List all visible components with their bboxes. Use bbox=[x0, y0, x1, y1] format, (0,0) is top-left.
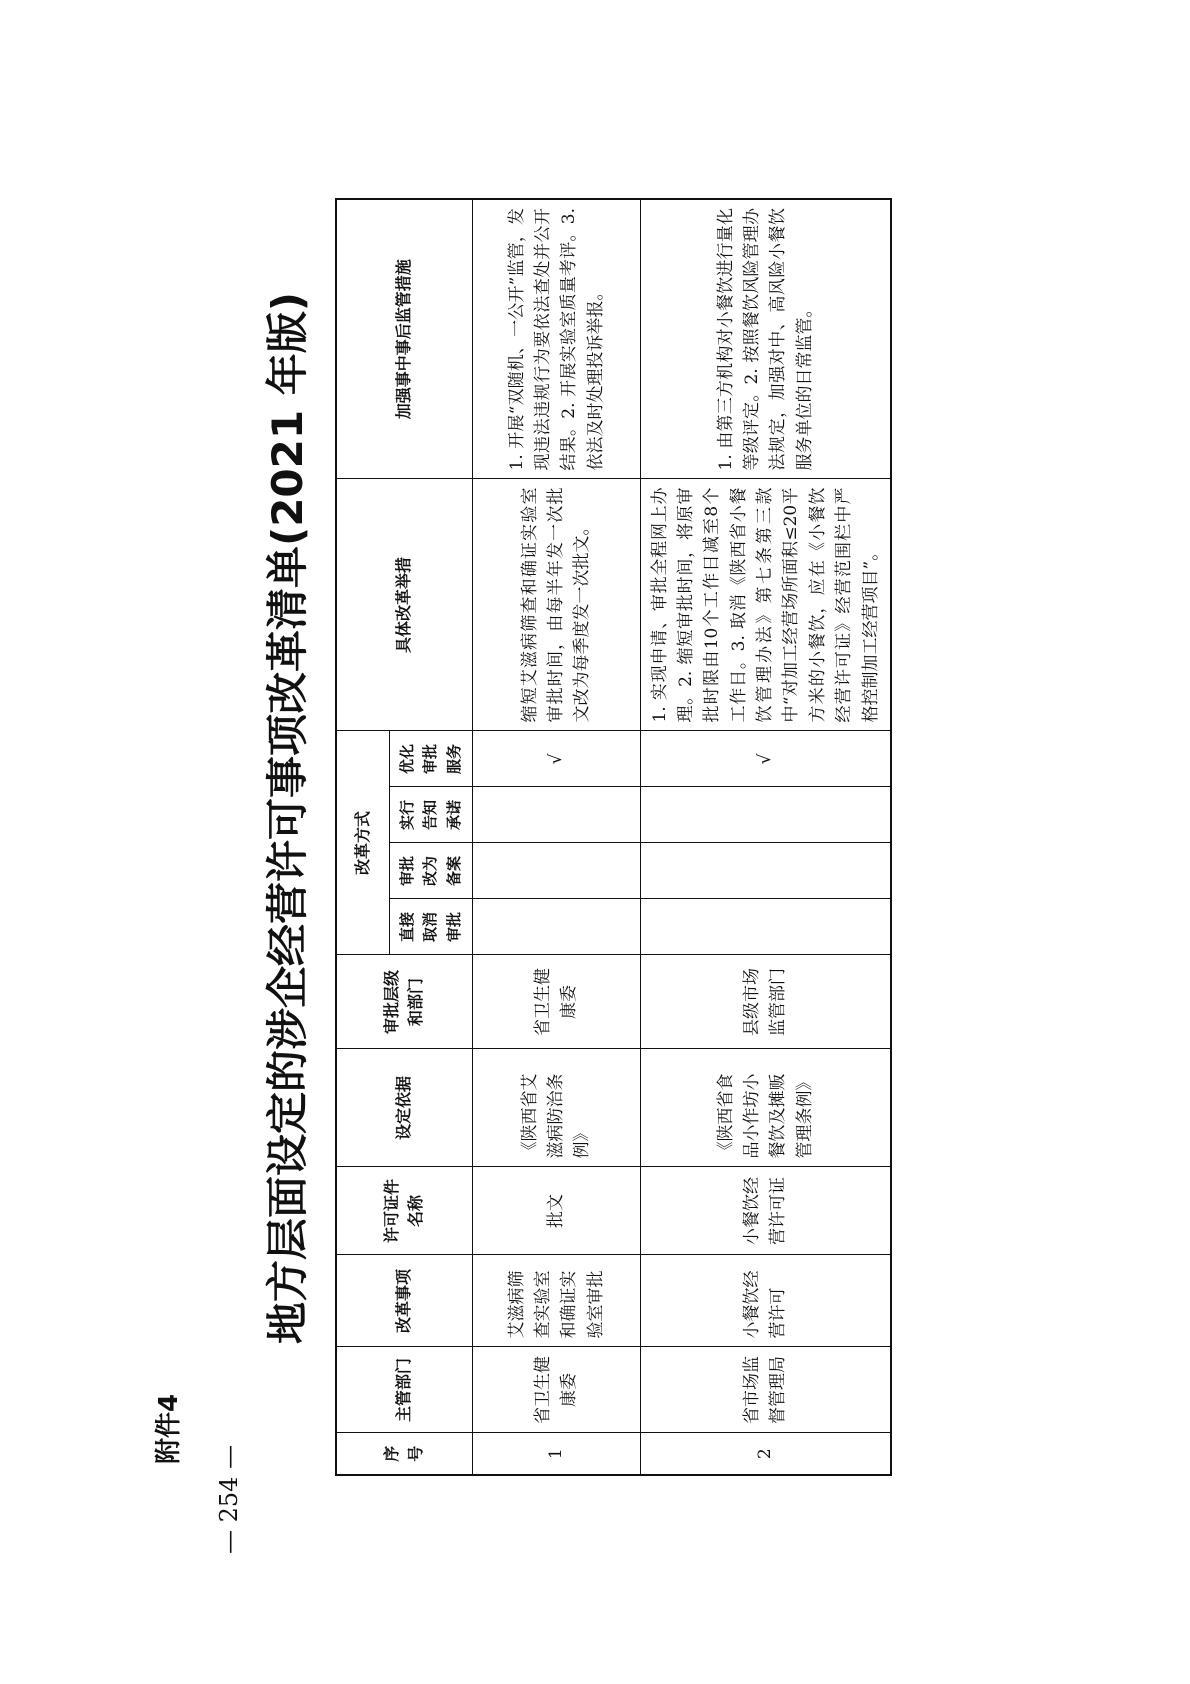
cell-dept: 省卫生健康委 bbox=[472, 1347, 640, 1433]
cell-supervision: 1. 由第三方机构对小餐饮进行量化等级评定。2. 按照餐饮风险管理办法规定，加强对中、高风险小餐饮服务单位的日常监管。 bbox=[640, 199, 891, 479]
header-level: 审批层级和部门 bbox=[336, 955, 472, 1049]
cell-license: 批文 bbox=[472, 1167, 640, 1255]
page-number: — 254 — bbox=[215, 1444, 243, 1554]
reform-list-table bbox=[335, 198, 892, 1476]
header-mode-notify: 实行告知承诺 bbox=[390, 787, 473, 843]
header-measures: 具体改革举措 bbox=[336, 479, 472, 731]
cell-measures: 缩短艾滋病筛查和确证实验室审批时间，由每半年发一次批文改为每季度发一次批文。 bbox=[472, 479, 640, 731]
cell-mode-cancel bbox=[640, 899, 891, 955]
cell-mode-notify bbox=[640, 787, 891, 843]
cell-mode-filing bbox=[472, 843, 640, 899]
cell-measures: 1. 实现申请、审批全程网上办理。2. 缩短审批时间，将原审批时限由10个工作日减至8个工作日。3. 取消《陕西省小餐饮管理办法》第七条第三款中“对加工经营场所面积≤20平方米的小餐饮，应在《小餐饮经营许可证》经营范围栏中严格控制加工经营项目”。 bbox=[640, 479, 891, 731]
cell-mode-optimize-checkmark: √ bbox=[640, 731, 891, 787]
cell-basis: 《陕西省食品小作坊小餐饮及摊贩管理条例》 bbox=[640, 1049, 891, 1167]
header-mode-optimize: 优化审批服务 bbox=[390, 731, 473, 787]
cell-supervision: 1. 开展“双随机、一公开”监管，发现违法违规行为要依法查处并公开结果。2. 开展实验室质量考评。3. 依法及时处理投诉举报。 bbox=[472, 199, 640, 479]
cell-level: 省卫生健康委 bbox=[472, 955, 640, 1049]
cell-level: 县级市场监管部门 bbox=[640, 955, 891, 1049]
cell-seq: 1 bbox=[472, 1433, 640, 1475]
cell-seq: 2 bbox=[640, 1433, 891, 1475]
header-mode-filing: 审批改为备案 bbox=[390, 843, 473, 899]
header-row-1 bbox=[336, 199, 390, 1475]
header-dept: 主管部门 bbox=[336, 1347, 472, 1433]
cell-mode-notify bbox=[472, 787, 640, 843]
table-row bbox=[640, 199, 891, 1475]
header-item: 改革事项 bbox=[336, 1255, 472, 1347]
cell-basis: 《陕西省艾滋病防治条例》 bbox=[472, 1049, 640, 1167]
cell-mode-cancel bbox=[472, 899, 640, 955]
header-supervision: 加强事中事后监管措施 bbox=[336, 199, 472, 479]
header-basis: 设定依据 bbox=[336, 1049, 472, 1167]
cell-mode-filing bbox=[640, 843, 891, 899]
document-title: 地方层面设定的涉企经营许可事项改革清单(2021 年版) bbox=[263, 292, 312, 1344]
header-seq: 序号 bbox=[336, 1433, 472, 1475]
cell-dept: 省市场监督管理局 bbox=[640, 1347, 891, 1433]
header-reform-mode: 改革方式 bbox=[336, 731, 390, 955]
cell-item: 艾滋病筛查实验室和确证实验室审批 bbox=[472, 1255, 640, 1347]
table-row bbox=[472, 199, 640, 1475]
cell-item: 小餐饮经营许可 bbox=[640, 1255, 891, 1347]
header-mode-cancel: 直接取消审批 bbox=[390, 899, 473, 955]
cell-license: 小餐饮经营许可证 bbox=[640, 1167, 891, 1255]
header-license: 许可证件名称 bbox=[336, 1167, 472, 1255]
attachment-label: 附件4 bbox=[154, 1393, 184, 1464]
cell-mode-optimize-checkmark: √ bbox=[472, 731, 640, 787]
